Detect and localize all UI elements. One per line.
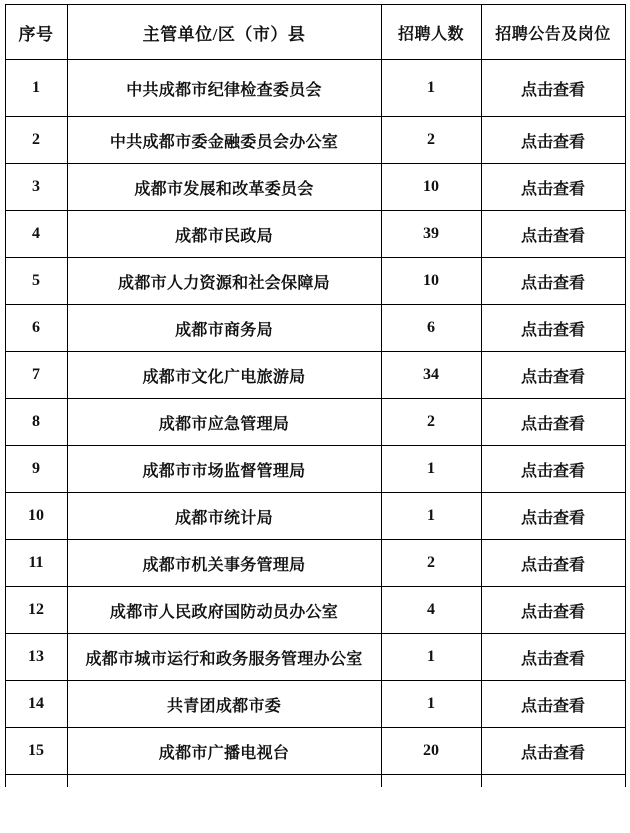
row-index: 14 [5,681,67,728]
table-row [5,681,625,728]
row-organization: 成都市市场监督管理局 [67,446,381,493]
table-row [5,399,625,446]
row-link[interactable]: 点击查看 [481,305,625,352]
document-page [0,4,630,833]
table-row [5,540,625,587]
table-row [5,446,625,493]
row-count: 1 [381,60,481,117]
row-organization: 成都市民政局 [67,211,381,258]
row-count: 1 [381,493,481,540]
row-index: 11 [5,540,67,587]
table-header-row [5,5,625,60]
table-row [5,728,625,775]
table-header [5,5,625,60]
row-organization: 成都市统计局 [67,493,381,540]
column-header-count: 招聘人数 [381,5,481,60]
row-organization: 成都市文化广电旅游局 [67,352,381,399]
table-row-truncated [5,775,625,788]
row-count: 2 [381,540,481,587]
row-count [381,775,481,788]
row-organization: 成都市广播电视台 [67,728,381,775]
row-index: 5 [5,258,67,305]
row-count: 10 [381,164,481,211]
table-row [5,60,625,117]
row-index: 13 [5,634,67,681]
row-link[interactable]: 点击查看 [481,211,625,258]
row-count: 6 [381,305,481,352]
row-organization: 成都市机关事务管理局 [67,540,381,587]
row-index: 1 [5,60,67,117]
table-row [5,258,625,305]
row-organization: 中共成都市委金融委员会办公室 [67,117,381,164]
row-count: 34 [381,352,481,399]
table-row [5,634,625,681]
row-link[interactable]: 点击查看 [481,117,625,164]
table-row [5,493,625,540]
row-organization: 成都市应急管理局 [67,399,381,446]
row-index [5,775,67,788]
table-row [5,164,625,211]
row-link[interactable]: 点击查看 [481,258,625,305]
row-link[interactable]: 点击查看 [481,399,625,446]
row-count: 10 [381,258,481,305]
row-count: 20 [381,728,481,775]
row-count: 1 [381,681,481,728]
row-index: 7 [5,352,67,399]
row-index: 6 [5,305,67,352]
table-row [5,305,625,352]
table-row [5,587,625,634]
table-row [5,211,625,258]
row-count: 2 [381,117,481,164]
recruitment-table [5,4,626,787]
row-organization [67,775,381,788]
row-link[interactable]: 点击查看 [481,352,625,399]
row-index: 9 [5,446,67,493]
column-header-index: 序号 [5,5,67,60]
row-count: 4 [381,587,481,634]
row-index: 2 [5,117,67,164]
row-link[interactable]: 点击查看 [481,681,625,728]
row-index: 3 [5,164,67,211]
row-organization: 成都市发展和改革委员会 [67,164,381,211]
row-organization: 中共成都市纪律检查委员会 [67,60,381,117]
row-link[interactable]: 点击查看 [481,587,625,634]
row-link[interactable]: 点击查看 [481,634,625,681]
row-organization: 成都市人力资源和社会保障局 [67,258,381,305]
row-index: 15 [5,728,67,775]
row-count: 39 [381,211,481,258]
row-organization: 共青团成都市委 [67,681,381,728]
column-header-organization: 主管单位/区（市）县 [67,5,381,60]
row-link[interactable]: 点击查看 [481,540,625,587]
row-organization: 成都市人民政府国防动员办公室 [67,587,381,634]
row-organization: 成都市城市运行和政务服务管理办公室 [67,634,381,681]
table-body [5,60,625,788]
row-link[interactable]: 点击查看 [481,446,625,493]
row-index: 8 [5,399,67,446]
row-organization: 成都市商务局 [67,305,381,352]
column-header-link: 招聘公告及岗位 [481,5,625,60]
table-row [5,352,625,399]
row-link [481,775,625,788]
row-link[interactable]: 点击查看 [481,60,625,117]
row-index: 4 [5,211,67,258]
row-link[interactable]: 点击查看 [481,728,625,775]
row-index: 10 [5,493,67,540]
row-count: 1 [381,446,481,493]
row-link[interactable]: 点击查看 [481,493,625,540]
table-row [5,117,625,164]
row-index: 12 [5,587,67,634]
row-count: 2 [381,399,481,446]
row-link[interactable]: 点击查看 [481,164,625,211]
row-count: 1 [381,634,481,681]
